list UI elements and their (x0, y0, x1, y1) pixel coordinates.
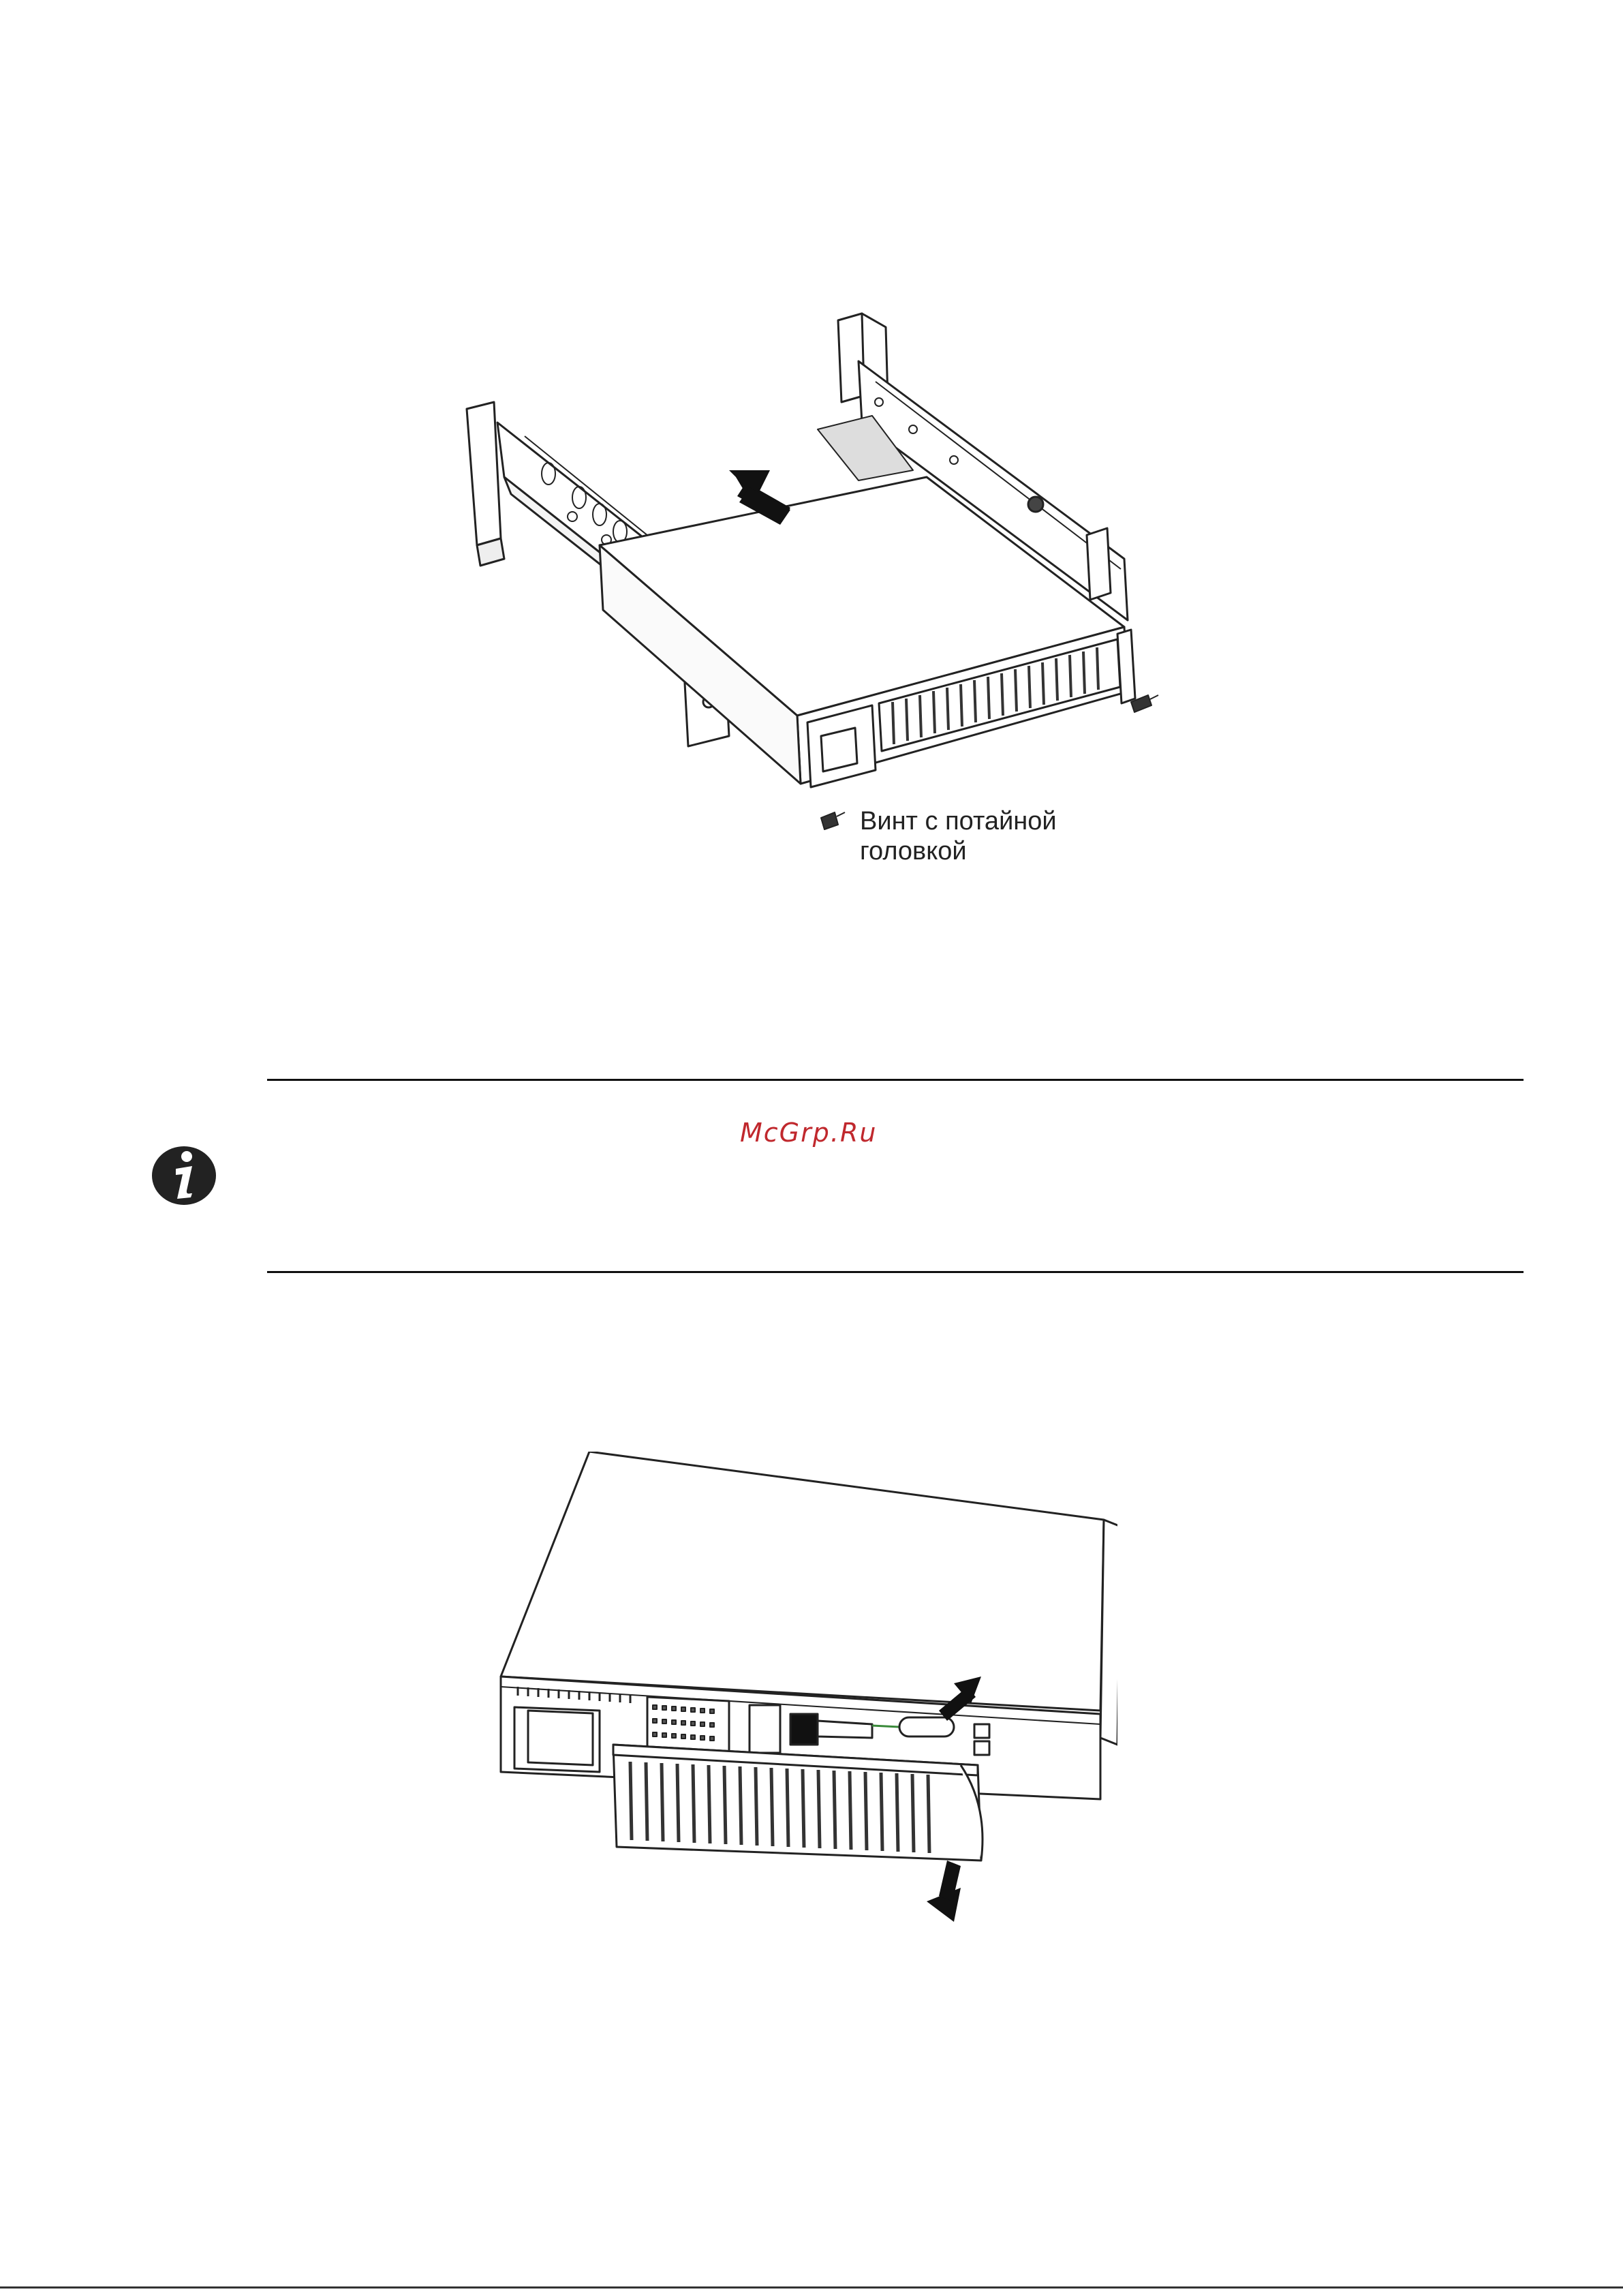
rack-mount-figure (436, 300, 1220, 872)
footer-rule (0, 2286, 1623, 2289)
pull-out-arrow-icon (927, 1861, 961, 1922)
bezel-removal-illustration (491, 1452, 1117, 1929)
screw-icon (821, 812, 845, 829)
rack-mount-illustration (436, 300, 1220, 872)
note-top-rule (267, 1079, 1524, 1081)
screw-callout-line-2: головкой (860, 837, 967, 866)
screw-callout-line-1: Винт с потайной (860, 807, 1057, 836)
screw-callout (860, 806, 1146, 866)
note-bottom-rule (267, 1271, 1524, 1273)
info-icon (150, 1142, 218, 1210)
watermark: McGrp.Ru (740, 1118, 878, 1148)
bezel-removal-figure (491, 1452, 1117, 1929)
